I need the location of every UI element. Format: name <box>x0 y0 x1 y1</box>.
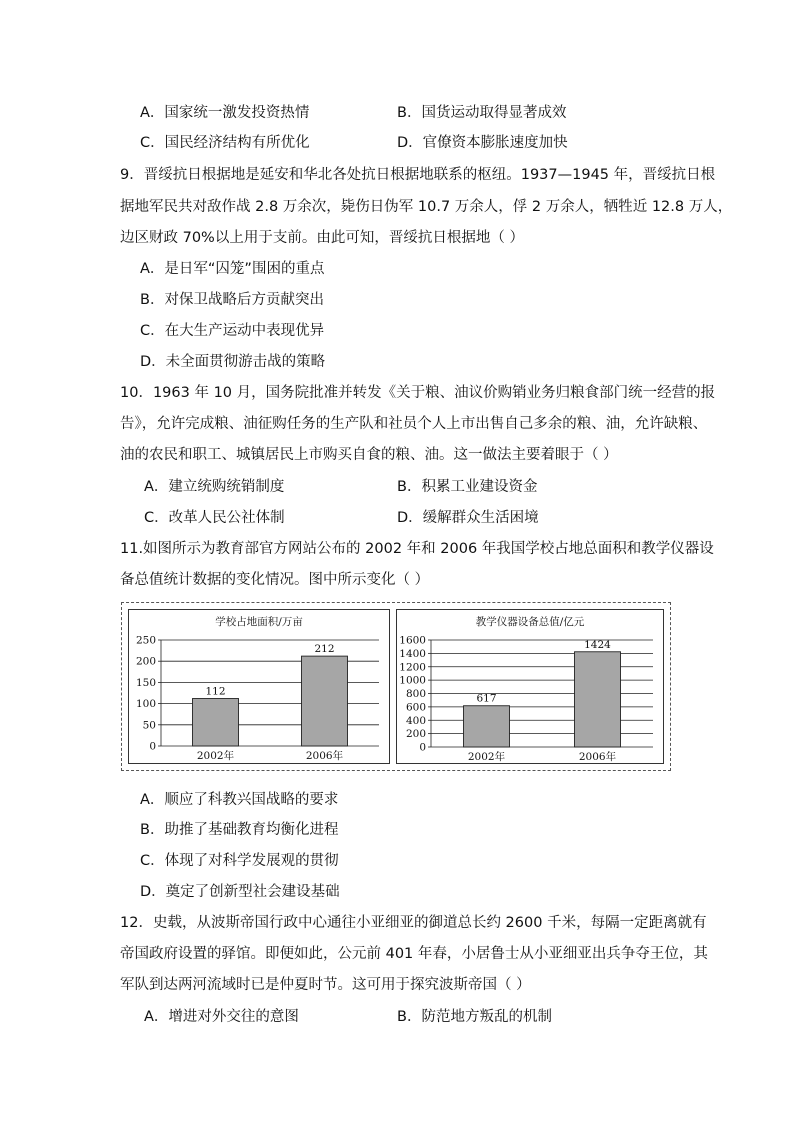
chart-land-area-svg <box>129 610 389 763</box>
q11-figure <box>121 602 671 771</box>
data-label: 1424 <box>584 638 611 651</box>
q10-option-a: A．建立统购统销制度 <box>144 479 285 495</box>
y-tick-label: 1000 <box>399 674 426 687</box>
y-tick-label: 200 <box>135 655 156 668</box>
bar <box>302 656 348 746</box>
chart-title: 学校占地面积/万亩 <box>215 616 303 628</box>
q12-option-b: B．防范地方叛乱的机制 <box>397 1009 552 1025</box>
x-tick-label: 2002年 <box>196 750 235 762</box>
x-tick-label: 2006年 <box>305 750 344 762</box>
y-tick-label: 600 <box>405 701 426 714</box>
chart-equipment-value-svg <box>397 610 663 763</box>
q8-option-a: A．国家统一激发投资热情 <box>140 105 310 121</box>
y-tick-label: 1400 <box>399 647 426 660</box>
q8-option-d: D．官僚资本膨胀速度加快 <box>397 135 568 151</box>
y-tick-label: 0 <box>419 741 426 754</box>
q9-stem-line-3: 边区财政 70%以上用于支前。由此可知，晋绥抗日根据地（ ） <box>120 230 524 246</box>
bar <box>193 699 239 746</box>
q9-option-a: A．是日军“囚笼”围困的重点 <box>140 261 325 277</box>
y-tick-label: 1600 <box>399 634 426 647</box>
y-tick-label: 0 <box>149 740 156 753</box>
q9-option-d: D．未全面贯彻游击战的策略 <box>140 354 326 370</box>
data-label: 112 <box>205 685 226 698</box>
y-tick-label: 400 <box>405 714 426 727</box>
y-tick-label: 50 <box>142 719 156 732</box>
q12-stem-line-3: 军队到达两河流域时已是仲夏时节。这可用于探究波斯帝国（ ） <box>120 977 531 993</box>
q11-option-a: A．顺应了科教兴国战略的要求 <box>140 792 339 808</box>
q9-stem-line-2: 据地军民共对敌作战 2.8 万余次，毙伤日伪军 10.7 万余人，俘 2 万余人，牺牲近 12.8 万人， <box>120 199 733 215</box>
q10-option-b: B．积累工业建设资金 <box>397 479 538 495</box>
y-tick-label: 200 <box>405 728 426 741</box>
q9-option-b: B．对保卫战略后方贡献突出 <box>140 292 324 308</box>
q9-stem-line-1: 9．晋绥抗日根据地是延安和华北各处抗日根据地联系的枢纽。1937—1945 年，晋绥抗日根 <box>120 167 716 183</box>
y-tick-label: 800 <box>405 688 426 700</box>
chart-equipment-value <box>396 609 664 764</box>
q12-stem-line-1: 12．史载，从波斯帝国行政中心通往小亚细亚的御道总长约 2600 千米，每隔一定距离就有 <box>120 915 707 931</box>
q11-option-d: D．奠定了创新型社会建设基础 <box>140 884 340 900</box>
q9-option-c: C．在大生产运动中表现优异 <box>140 323 325 339</box>
bar <box>464 706 510 747</box>
q11-stem-line-2: 备总值统计数据的变化情况。图中所示变化（ ） <box>120 572 430 588</box>
q10-stem-line-2: 告》，允许完成粮、油征购任务的生产队和社员个人上市出售自己多余的粮、油，允许缺粮、 <box>120 416 708 432</box>
q12-stem-line-2: 帝国政府设置的驿馆。即便如此，公元前 401 年春，小居鲁士从小亚细亚出兵争夺王位，其 <box>120 946 708 962</box>
y-tick-label: 1200 <box>399 661 426 674</box>
q11-stem-line-1: 11.如图所示为教育部官方网站公布的 2002 年和 2006 年我国学校占地总面积和教学仪器设 <box>120 541 714 557</box>
data-label: 617 <box>476 692 497 705</box>
q8-option-b: B．国货运动取得显著成效 <box>397 105 567 121</box>
q12-option-a: A．增进对外交往的意图 <box>144 1009 299 1025</box>
x-tick-label: 2002年 <box>467 751 506 763</box>
chart-land-area <box>128 609 390 764</box>
y-tick-label: 100 <box>135 698 156 711</box>
data-label: 212 <box>314 643 335 656</box>
bar <box>575 652 621 747</box>
q10-stem-line-1: 10．1963 年 10 月，国务院批准并转发《关于粮、油议价购销业务归粮食部门统一经营的报 <box>120 385 716 401</box>
q8-option-c: C．国民经济结构有所优化 <box>140 135 310 151</box>
q10-option-d: D．缓解群众生活困境 <box>397 510 539 526</box>
q10-option-c: C．改革人民公社体制 <box>144 510 285 526</box>
x-tick-label: 2006年 <box>578 751 617 763</box>
q10-stem-line-3: 油的农民和职工、城镇居民上市购买自食的粮、油。这一做法主要着眼于（ ） <box>120 447 618 463</box>
y-tick-label: 250 <box>135 634 156 647</box>
q11-option-c: C．体现了对科学发展观的贯彻 <box>140 853 339 869</box>
q11-option-b: B．助推了基础教育均衡化进程 <box>140 822 339 838</box>
y-tick-label: 150 <box>135 676 156 689</box>
chart-title: 教学仪器设备总值/亿元 <box>475 616 585 628</box>
